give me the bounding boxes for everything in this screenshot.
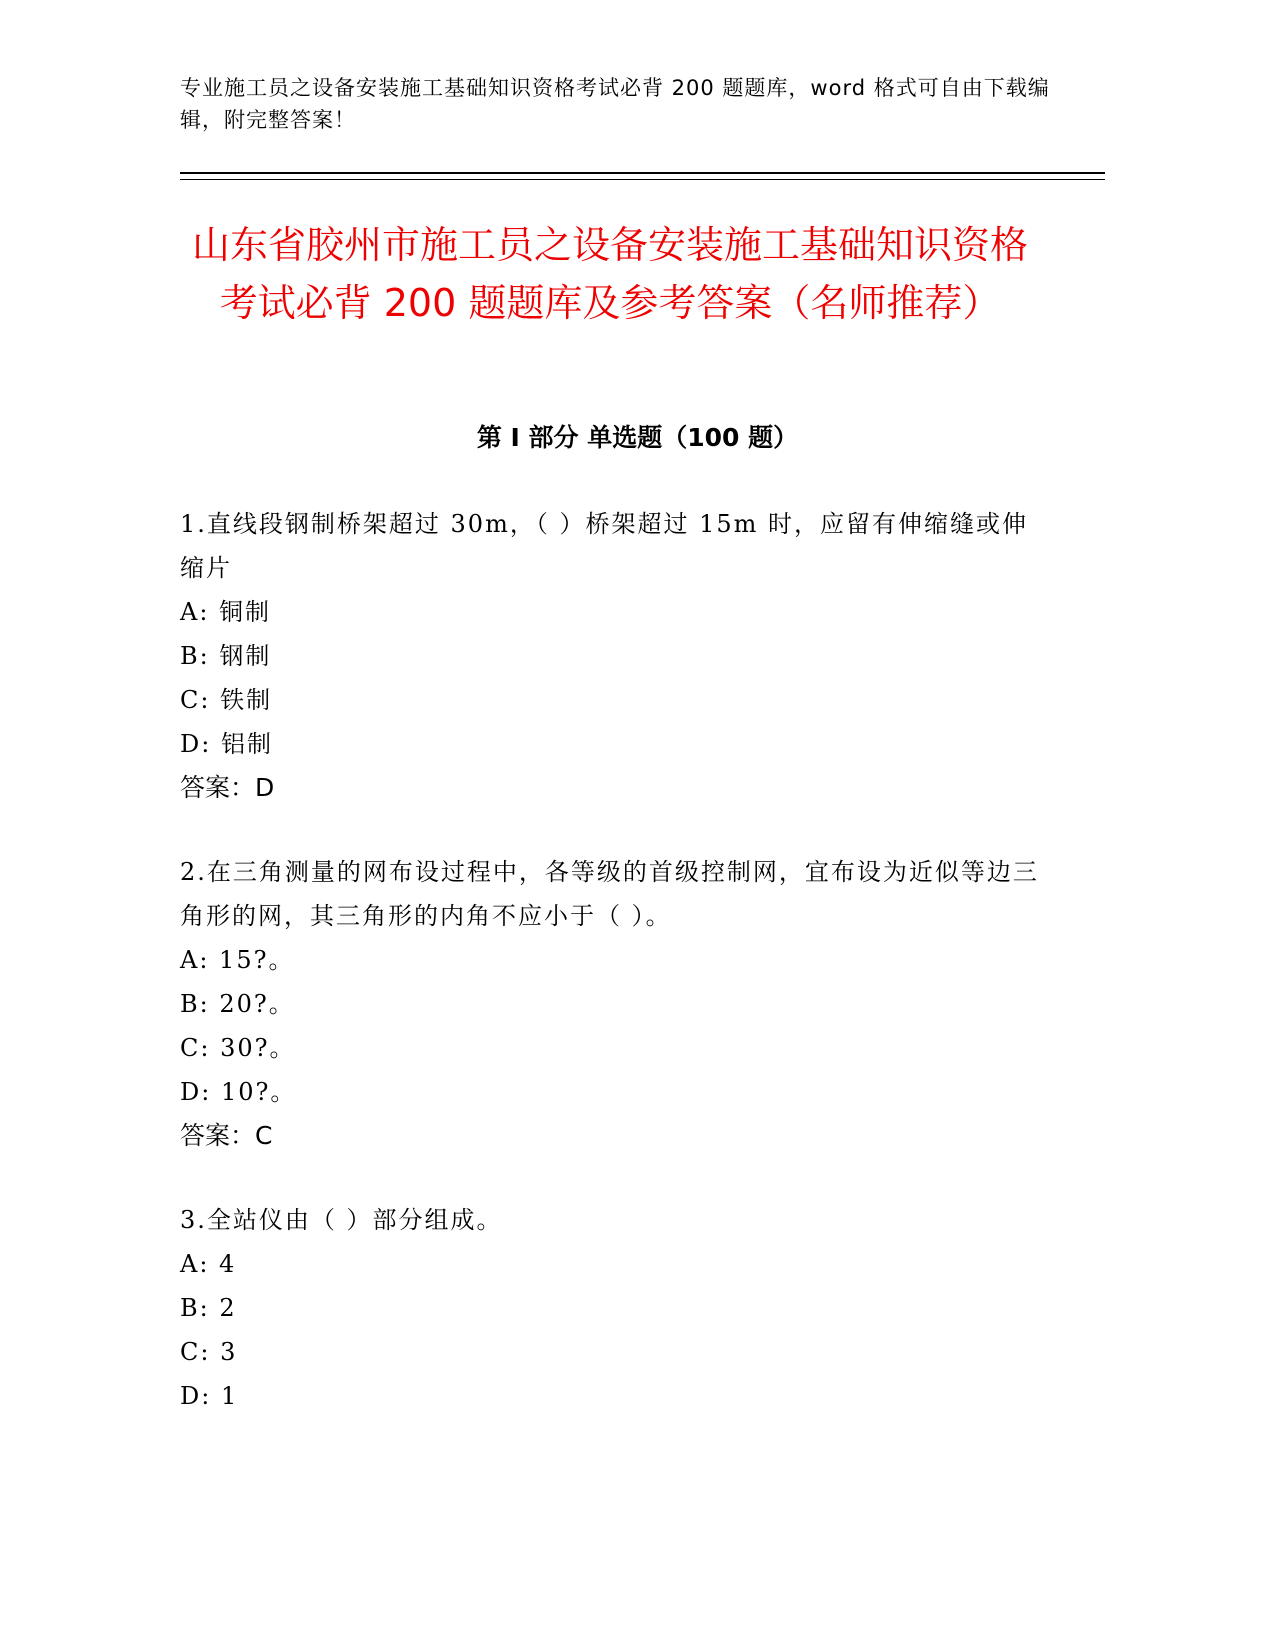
question-stem: 1.直线段钢制桥架超过 30m，（ ）桥架超过 15m 时，应留有伸缩缝或伸缩片 bbox=[180, 510, 1029, 582]
option-a: A: 4 bbox=[180, 1250, 237, 1278]
option-b: B: 20?。 bbox=[180, 990, 295, 1018]
option-b: B: 钢制 bbox=[180, 642, 272, 670]
question-stem: 3.全站仪由（ ）部分组成。 bbox=[180, 1206, 503, 1234]
option-c: C: 铁制 bbox=[180, 686, 273, 714]
option-c: C: 30?。 bbox=[180, 1034, 296, 1062]
answer: 答案：C bbox=[180, 1121, 273, 1150]
answer: 答案：D bbox=[180, 773, 275, 802]
option-a: A: 15?。 bbox=[180, 946, 295, 974]
question-3 bbox=[180, 1198, 1040, 1418]
header-note: 专业施工员之设备安装施工基础知识资格考试必背 200 题题库，word 格式可自由下载编辑，附完整答案！ bbox=[180, 76, 1050, 132]
option-d: D: 铝制 bbox=[180, 730, 273, 758]
option-c: C: 3 bbox=[180, 1338, 238, 1366]
header-divider-thin bbox=[180, 179, 1105, 180]
option-a: A: 铜制 bbox=[180, 598, 272, 626]
option-b: B: 2 bbox=[180, 1294, 237, 1322]
question-1 bbox=[180, 502, 1040, 810]
section-heading: 第 I 部分 单选题（100 题） bbox=[476, 423, 799, 452]
question-2 bbox=[180, 850, 1040, 1158]
option-d: D: 10?。 bbox=[180, 1078, 297, 1106]
option-d: D: 1 bbox=[180, 1382, 239, 1410]
question-stem: 2.在三角测量的网布设过程中，各等级的首级控制网，宜布设为近似等边三角形的网，其三角形的内角不应小于（ ）。 bbox=[180, 858, 1039, 930]
document-title: 山东省胶州市施工员之设备安装施工基础知识资格考试必背 200 题题库及参考答案（名师推荐） bbox=[191, 223, 1028, 325]
header-divider-thick bbox=[180, 172, 1105, 174]
